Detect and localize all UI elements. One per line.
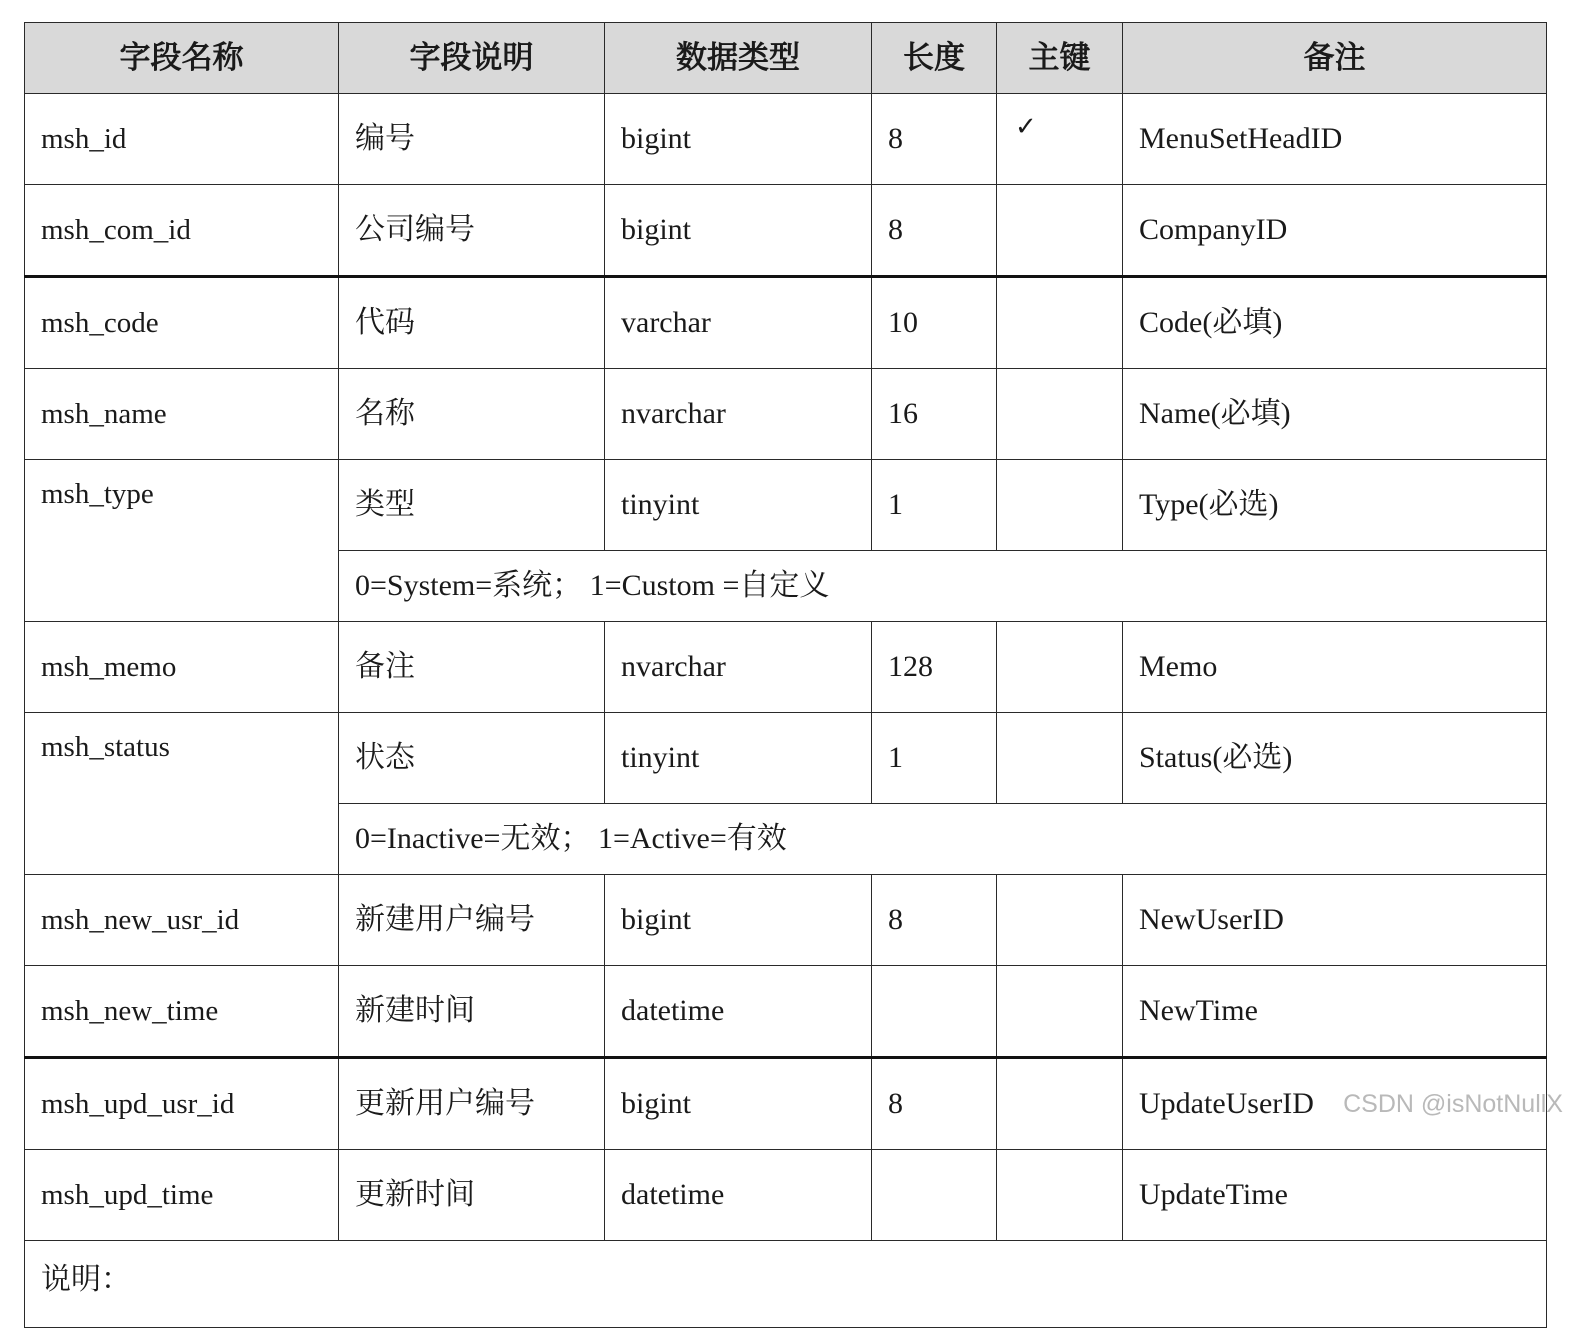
length-cell: 8 xyxy=(872,875,997,966)
primary-key-cell xyxy=(997,875,1123,966)
data-type-cell: varchar xyxy=(605,277,872,369)
field-desc-cell: 更新时间 xyxy=(339,1150,605,1241)
header-remark: 备注 xyxy=(1123,23,1547,94)
remark-cell: Code(必填) xyxy=(1123,277,1547,369)
remark-cell: Type(必选) xyxy=(1123,460,1547,551)
field-desc-cell: 代码 xyxy=(339,277,605,369)
length-cell: 128 xyxy=(872,622,997,713)
primary-key-check-icon: ✓ xyxy=(997,94,1123,185)
table-row xyxy=(25,277,1547,369)
table-row xyxy=(25,185,1547,277)
table-row xyxy=(25,1058,1547,1150)
length-cell: 8 xyxy=(872,1058,997,1150)
field-desc-cell: 名称 xyxy=(339,369,605,460)
primary-key-cell xyxy=(997,713,1123,804)
length-cell xyxy=(872,966,997,1058)
length-cell: 1 xyxy=(872,713,997,804)
field-name-cell: msh_status xyxy=(25,713,339,875)
header-field-desc: 字段说明 xyxy=(339,23,605,94)
remark-cell: Name(必填) xyxy=(1123,369,1547,460)
primary-key-cell xyxy=(997,1058,1123,1150)
field-name-cell: msh_com_id xyxy=(25,185,339,277)
field-definition-table xyxy=(24,22,1547,1328)
data-type-cell: tinyint xyxy=(605,460,872,551)
table-row xyxy=(25,94,1547,185)
field-name-cell: msh_id xyxy=(25,94,339,185)
data-type-cell: bigint xyxy=(605,94,872,185)
primary-key-cell xyxy=(997,369,1123,460)
data-type-cell: tinyint xyxy=(605,713,872,804)
watermark: CSDN @isNotNullX xyxy=(1343,1090,1563,1118)
primary-key-cell xyxy=(997,1150,1123,1241)
data-type-cell: nvarchar xyxy=(605,622,872,713)
data-type-cell: bigint xyxy=(605,185,872,277)
length-cell: 1 xyxy=(872,460,997,551)
header-field-name: 字段名称 xyxy=(25,23,339,94)
length-cell: 16 xyxy=(872,369,997,460)
primary-key-cell xyxy=(997,966,1123,1058)
data-type-cell: bigint xyxy=(605,1058,872,1150)
remark-cell: UpdateUserID xyxy=(1123,1058,1547,1150)
remark-cell: NewUserID xyxy=(1123,875,1547,966)
field-name-cell: msh_new_usr_id xyxy=(25,875,339,966)
field-name-cell: msh_code xyxy=(25,277,339,369)
field-desc-cell: 编号 xyxy=(339,94,605,185)
data-type-cell: bigint xyxy=(605,875,872,966)
primary-key-cell xyxy=(997,277,1123,369)
table-row xyxy=(25,713,1547,804)
field-desc-cell: 状态 xyxy=(339,713,605,804)
remark-cell: NewTime xyxy=(1123,966,1547,1058)
data-type-cell: datetime xyxy=(605,966,872,1058)
primary-key-cell xyxy=(997,622,1123,713)
remark-cell: MenuSetHeadID xyxy=(1123,94,1547,185)
remark-cell: Status(必选) xyxy=(1123,713,1547,804)
enum-note-cell: 0=Inactive=无效； 1=Active=有效 xyxy=(339,804,1547,875)
remark-cell: Memo xyxy=(1123,622,1547,713)
table-row xyxy=(25,966,1547,1058)
table-row xyxy=(25,369,1547,460)
field-desc-cell: 公司编号 xyxy=(339,185,605,277)
primary-key-cell xyxy=(997,185,1123,277)
header-primary-key: 主键 xyxy=(997,23,1123,94)
remark-cell: UpdateTime xyxy=(1123,1150,1547,1241)
header-row xyxy=(25,23,1547,94)
table-row xyxy=(25,1150,1547,1241)
field-desc-cell: 备注 xyxy=(339,622,605,713)
length-cell xyxy=(872,1150,997,1241)
footer-description-label: 说明： xyxy=(25,1241,1547,1328)
primary-key-cell xyxy=(997,460,1123,551)
field-desc-cell: 新建时间 xyxy=(339,966,605,1058)
data-type-cell: datetime xyxy=(605,1150,872,1241)
header-data-type: 数据类型 xyxy=(605,23,872,94)
table-row xyxy=(25,622,1547,713)
table-footer-row xyxy=(25,1241,1547,1328)
enum-note-cell: 0=System=系统； 1=Custom =自定义 xyxy=(339,551,1547,622)
table-row xyxy=(25,875,1547,966)
remark-cell: CompanyID xyxy=(1123,185,1547,277)
field-name-cell: msh_name xyxy=(25,369,339,460)
length-cell: 10 xyxy=(872,277,997,369)
length-cell: 8 xyxy=(872,185,997,277)
field-name-cell: msh_type xyxy=(25,460,339,622)
header-length: 长度 xyxy=(872,23,997,94)
table-row xyxy=(25,460,1547,551)
field-name-cell: msh_upd_usr_id xyxy=(25,1058,339,1150)
field-name-cell: msh_upd_time xyxy=(25,1150,339,1241)
field-name-cell: msh_new_time xyxy=(25,966,339,1058)
data-type-cell: nvarchar xyxy=(605,369,872,460)
field-name-cell: msh_memo xyxy=(25,622,339,713)
field-desc-cell: 新建用户编号 xyxy=(339,875,605,966)
field-desc-cell: 更新用户编号 xyxy=(339,1058,605,1150)
length-cell: 8 xyxy=(872,94,997,185)
field-desc-cell: 类型 xyxy=(339,460,605,551)
